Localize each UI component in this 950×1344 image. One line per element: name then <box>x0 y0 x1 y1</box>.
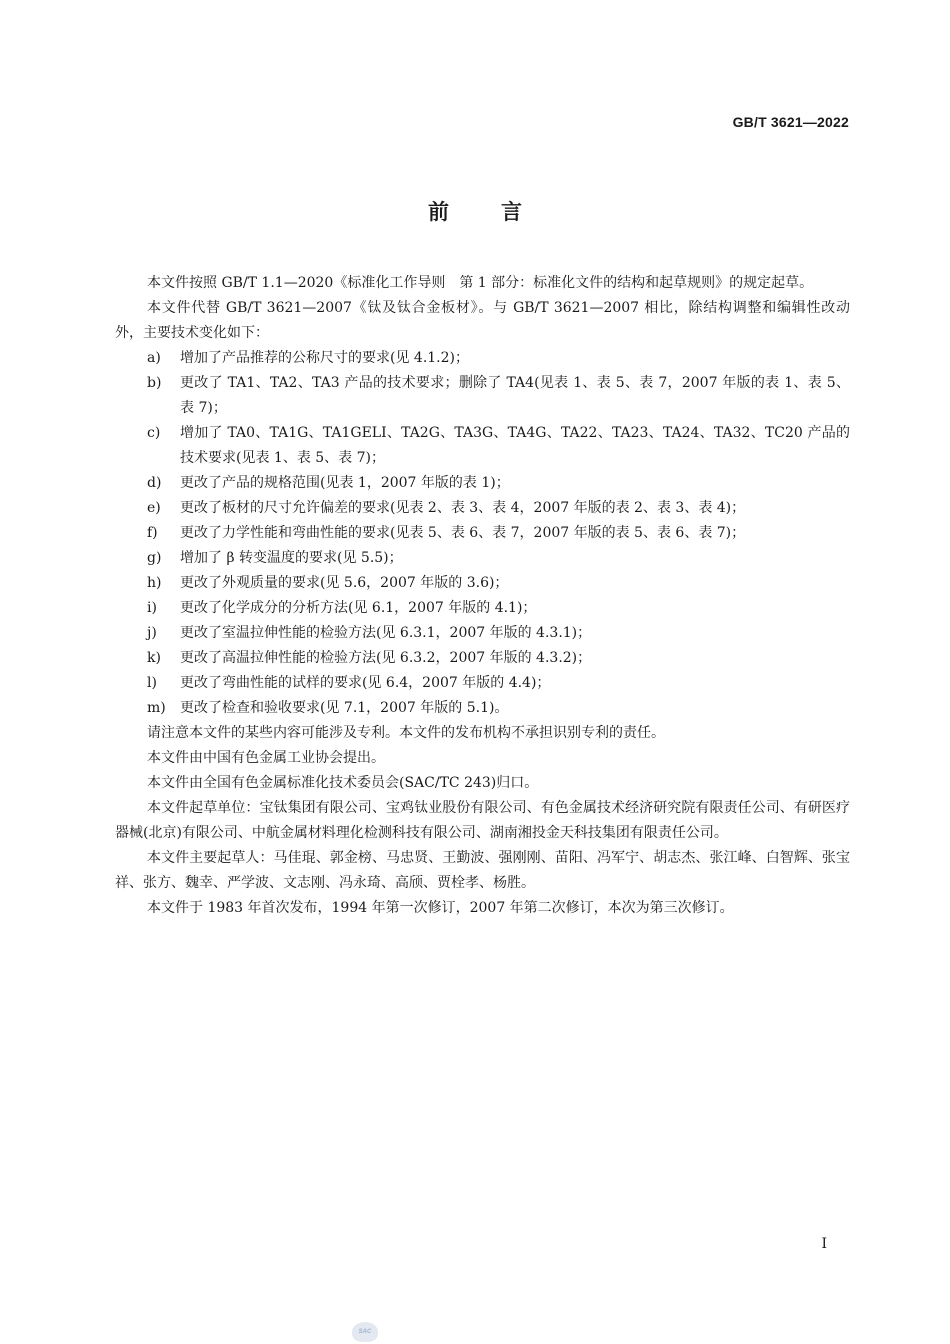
list-item-text: 增加了 β 转变温度的要求(见 5.5)； <box>180 550 403 566</box>
paragraph-drafters: 本文件主要起草人：马佳琨、郭金榜、马忠贤、王勤波、强刚刚、苗阳、冯军宁、胡志杰、张江峰、白智辉、张宝祥、张方、魏幸、严学波、文志刚、冯永琦、高颀、贾栓孝、杨胜。 <box>115 850 850 891</box>
list-item-text: 更改了板材的尺寸允许偏差的要求(见表 2、表 3、表 4，2007 年版的表 2、表 3、表 4)； <box>180 500 746 516</box>
list-item <box>115 496 850 521</box>
list-item-text: 更改了高温拉伸性能的检验方法(见 6.3.2，2007 年版的 4.3.2)； <box>180 650 592 666</box>
list-item-text: 更改了产品的规格范围(见表 1，2007 年版的表 1)； <box>180 475 510 491</box>
paragraph-replaces: 本文件代替 GB/T 3621—2007《钛及钛合金板材》。与 GB/T 3621—2007 相比，除结构调整和编辑性改动外，主要技术变化如下： <box>115 300 850 341</box>
list-item-label: i) <box>147 600 157 616</box>
list-item <box>115 596 850 621</box>
list-item-label: m) <box>147 700 166 716</box>
list-item-label: g) <box>147 550 162 566</box>
changes-list <box>115 346 850 721</box>
list-item-label: k) <box>147 650 161 666</box>
list-item <box>115 646 850 671</box>
list-item-text: 更改了室温拉伸性能的检验方法(见 6.3.1，2007 年版的 4.3.1)； <box>180 625 592 641</box>
list-item <box>115 521 850 546</box>
list-item-label: a) <box>147 350 161 366</box>
list-item <box>115 571 850 596</box>
list-item-text: 增加了产品推荐的公称尺寸的要求(见 4.1.2)； <box>180 350 469 366</box>
paragraph-drafting-rules: 本文件按照 GB/T 1.1—2020《标准化工作导则 第 1 部分：标准化文件的结构和起草规则》的规定起草。 <box>147 275 814 291</box>
standard-code: GB/T 3621—2022 <box>732 114 849 130</box>
list-item-text: 更改了检查和验收要求(见 7.1，2007 年版的 5.1)。 <box>180 700 509 716</box>
list-item-label: b) <box>147 375 162 391</box>
list-item <box>115 671 850 696</box>
list-item-label: e) <box>147 500 161 516</box>
list-item-label: h) <box>147 575 162 591</box>
paragraph-administered-by: 本文件由全国有色金属标准化技术委员会(SAC/TC 243)归口。 <box>147 775 539 791</box>
list-item <box>115 421 850 471</box>
list-item-text: 更改了外观质量的要求(见 5.6，2007 年版的 3.6)； <box>180 575 509 591</box>
paragraph-drafting-units: 本文件起草单位：宝钛集团有限公司、宝鸡钛业股份有限公司、有色金属技术经济研究院有限责任公司、有研医疗器械(北京)有限公司、中航金属材料理化检测科技有限公司、湖南湘投金天科技集团有限责任公司。 <box>115 800 850 841</box>
list-item <box>115 371 850 421</box>
list-item-label: j) <box>147 625 157 641</box>
sac-watermark-logo: SAC <box>352 1322 378 1342</box>
list-item <box>115 696 850 721</box>
document-body <box>115 271 850 921</box>
list-item-label: f) <box>147 525 158 541</box>
list-item <box>115 546 850 571</box>
list-item <box>115 471 850 496</box>
list-item <box>115 621 850 646</box>
list-item-text: 增加了 TA0、TA1G、TA1GELI、TA2G、TA3G、TA4G、TA22、TA23、TA24、TA32、TC20 产品的技术要求(见表 1、表 5、表 7)； <box>180 425 850 466</box>
list-item-label: c) <box>147 425 161 441</box>
paragraph-proposed-by: 本文件由中国有色金属工业协会提出。 <box>147 750 385 766</box>
list-item-text: 更改了弯曲性能的试样的要求(见 6.4，2007 年版的 4.4)； <box>180 675 551 691</box>
list-item-text: 更改了力学性能和弯曲性能的要求(见表 5、表 6、表 7，2007 年版的表 5、表 6、表 7)； <box>180 525 746 541</box>
paragraph-patent-notice: 请注意本文件的某些内容可能涉及专利。本文件的发布机构不承担识别专利的责任。 <box>147 725 665 741</box>
list-item-text: 更改了 TA1、TA2、TA3 产品的技术要求；删除了 TA4(见表 1、表 5、表 7，2007 年版的表 1、表 5、表 7)； <box>180 375 850 416</box>
list-item-text: 更改了化学成分的分析方法(见 6.1，2007 年版的 4.1)； <box>180 600 537 616</box>
page-number: I <box>821 1236 827 1252</box>
list-item-label: l) <box>147 675 157 691</box>
list-item-label: d) <box>147 475 162 491</box>
paragraph-history: 本文件于 1983 年首次发布，1994 年第一次修订，2007 年第二次修订，本次为第三次修订。 <box>147 900 734 916</box>
page-title: 前言 <box>428 200 574 224</box>
list-item <box>115 346 850 371</box>
